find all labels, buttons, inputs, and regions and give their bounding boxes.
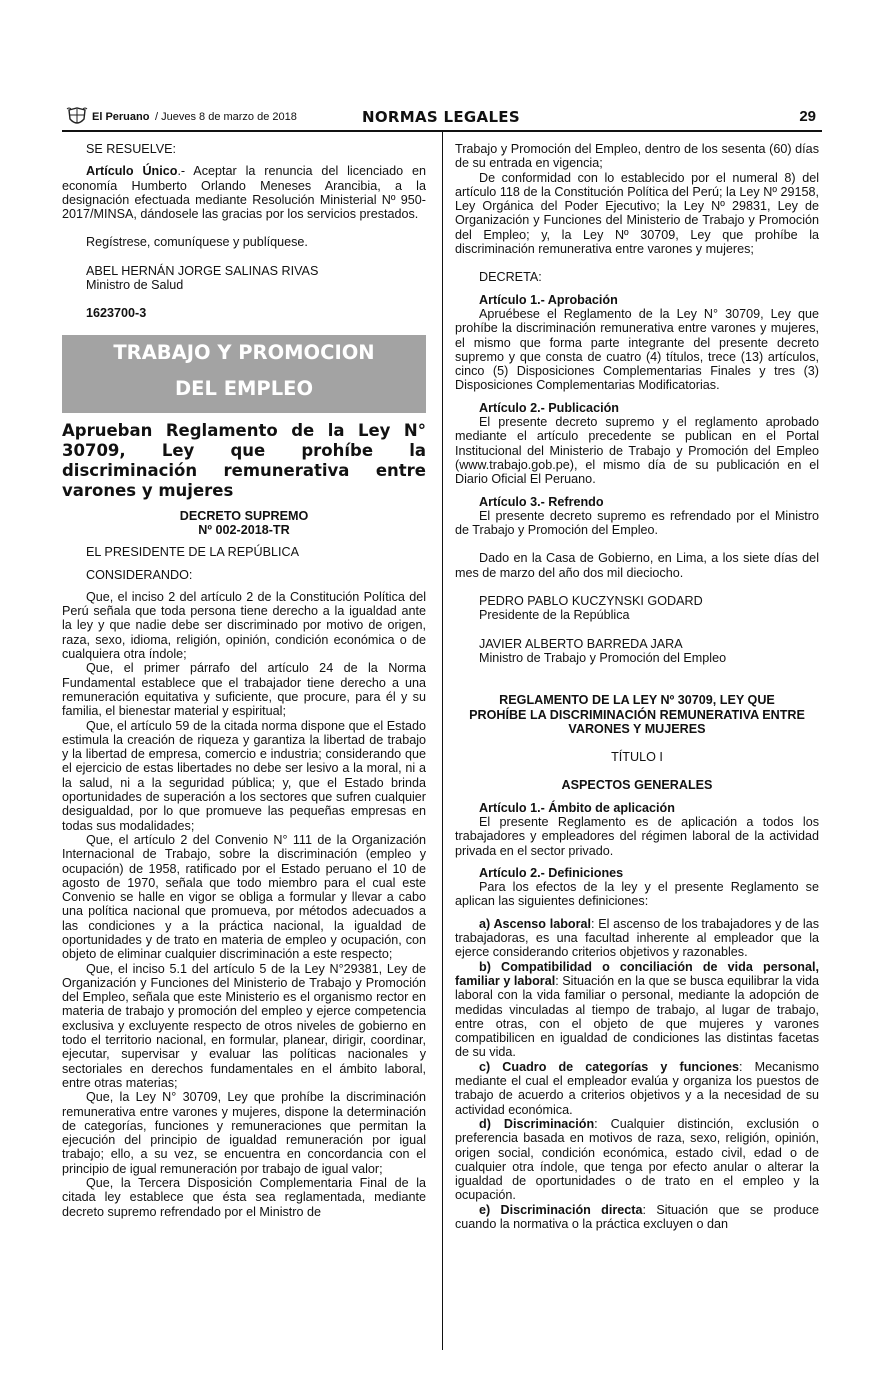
article-text: El presente Reglamento es de aplicación a todos los trabajadores y empleadores del régimen laboral de la actividad privada en el sector privado. bbox=[455, 814, 819, 858]
article-text: El presente decreto supremo y el reglamento aprobado mediante el artículo precedente se publican en el Portal Institucional del Ministerio de Trabajo y Promoción del Empleo (www.trabajo.gob.pe), el mismo día de su publicación en el Diario Oficial El Peruano. bbox=[455, 415, 819, 487]
decree-line-2: Nº 002-2018-TR bbox=[198, 522, 290, 537]
document-code: 1623700-3 bbox=[86, 306, 147, 321]
definition-text: : Situación que se produce cuando la normativa o la práctica excluyen o dan bbox=[455, 1202, 819, 1231]
titulo-heading: TÍTULO I bbox=[611, 750, 663, 765]
article-text: Para los efectos de la ley y el presente Reglamento se aplican las siguientes definiciones: bbox=[455, 880, 819, 909]
right-column bbox=[455, 142, 819, 1231]
section-title: NORMAS LEGALES bbox=[362, 108, 520, 126]
considerando-paragraph: Que, el inciso 2 del artículo 2 de la Constitución Política del Perú señala que toda persona tiene derecho a la igualdad ante la ley y que nadie debe ser discriminado por motivo de origen, raza, sexo, idioma, religión, opinión, condición económica o de cualquiera otra índole; bbox=[62, 589, 426, 662]
article-heading: Artículo 1.- Aprobación bbox=[479, 292, 618, 307]
article-heading: Artículo 3.- Refrendo bbox=[479, 494, 604, 509]
definition-item bbox=[455, 1203, 819, 1232]
publication-name: El Peruano bbox=[92, 111, 150, 123]
definition-text: : Mecanismo mediante el cual el empleador evalúa y organiza los puestos de trabajo de acuerdo a criterios objetivos y a la necesidad de su actividad económica. bbox=[455, 1059, 819, 1117]
decree-line-1: DECRETO SUPREMO bbox=[179, 508, 309, 523]
articulo-unico-label: Artículo Único bbox=[86, 164, 178, 179]
article-heading: Artículo 1.- Ámbito de aplicación bbox=[479, 800, 675, 815]
definition-text: : Cualquier distinción, exclusión o preferencia basada en motivos de raza, sexo, religión, opinión, origen social, condición económica, estado civil, edad o de cualquier otra índole, que tenga por efecto anular o alterar la igualdad de oportunidades o de trato en el empleo y la ocupación. bbox=[455, 1116, 819, 1203]
decreta-heading: DECRETA: bbox=[479, 270, 542, 285]
column-divider bbox=[442, 132, 443, 1350]
definition-term: a) Ascenso laboral bbox=[479, 916, 591, 931]
aspectos-heading: ASPECTOS GENERALES bbox=[561, 778, 713, 793]
article-heading: Artículo 2.- Publicación bbox=[479, 400, 619, 415]
definition-term: e) Discriminación directa bbox=[479, 1202, 643, 1217]
articulo-unico-text: .- Aceptar la renuncia del licenciado en economía Humberto Orlando Meneses Arancibia, a la designación efectuada mediante Resolución Ministerial Nº 950-2017/MINSA, dándosele las gracias por los servicios prestados. bbox=[62, 164, 426, 222]
dado-paragraph: Dado en la Casa de Gobierno, en Lima, a los siete días del mes de marzo del año dos mil dieciocho. bbox=[455, 551, 819, 580]
signer-title: Ministro de Salud bbox=[86, 278, 184, 293]
publication-date: / Jueves 8 de marzo de 2018 bbox=[155, 111, 297, 123]
definition-item bbox=[455, 917, 819, 960]
signer-name: JAVIER ALBERTO BARREDA JARA bbox=[479, 636, 683, 651]
left-column bbox=[62, 142, 426, 1219]
definition-term: b) Compatibilidad o conciliación de vida personal, familiar y laboral bbox=[455, 959, 819, 988]
registrese: Regístrese, comuníquese y publíquese. bbox=[86, 235, 308, 250]
article-text: Apruébese el Reglamento de la Ley N° 30709, Ley que prohíbe la discriminación remunerativa entre varones y mujeres, el mismo que forma parte integrante del presente decreto supremo y que consta de cuatro (4) títulos, trece (13) artículos, cinco (5) Disposiciones Complementarias Finales y tres (3) Disposiciones Complementarias Modificatorias. bbox=[455, 306, 819, 393]
banner-line-1: TRABAJO Y PROMOCION bbox=[113, 340, 375, 364]
considerando-paragraph: Que, el primer párrafo del artículo 24 de la Norma Fundamental establece que el trabajador tiene derecho a una remuneración equitativa y suficiente, que procure, para él y su familia, el bienestar material y espiritual; bbox=[62, 661, 426, 719]
definition-text: : El ascenso de los trabajadores y de las trabajadoras, es una facultad inherente al empleador que la ejerce considerando criterios objetivos y razonables. bbox=[455, 916, 819, 960]
articulo-unico bbox=[62, 164, 426, 221]
presidente-heading: EL PRESIDENTE DE LA REPÚBLICA bbox=[86, 545, 299, 560]
reglamento-title: REGLAMENTO DE LA LEY Nº 30709, LEY QUE PROHÍBE LA DISCRIMINACIÓN REMUNERATIVA ENTRE VARONES Y MUJERES bbox=[469, 693, 805, 736]
conformidad-paragraph: De conformidad con lo establecido por el numeral 8) del artículo 118 de la Constitución Política del Perú; la Ley Nº 29158, Ley Orgánica del Poder Ejecutivo; la Ley Nº 29831, Ley de Organización y Funciones del Ministerio de Trabajo y Promoción del Empleo; y, la Ley Nº 30709, Ley que prohíbe la discriminación remunerativa entre varones y mujeres; bbox=[455, 170, 819, 257]
considerando-paragraph: Que, la Tercera Disposición Complementaria Final de la citada ley establece que ésta sea reglamentada, mediante decreto supremo refrendado por el Ministro de bbox=[62, 1176, 426, 1219]
signer-title: Presidente de la República bbox=[479, 608, 630, 623]
page-header bbox=[62, 106, 822, 130]
peru-coat-of-arms-icon bbox=[66, 106, 88, 128]
signer-name: ABEL HERNÁN JORGE SALINAS RIVAS bbox=[86, 263, 319, 278]
considerando-paragraph: Que, el artículo 59 de la citada norma dispone que el Estado estimula la creación de riqueza y garantiza la libertad de trabajo y la libertad de empresa, comercio e industria; considerando que el ejercicio de estas libertades no debe ser lesivo a la moral, ni a la salud, ni a la seguridad pública; y, que el Estado brinda oportunidades de superación a los sectores que sufren cualquier desigualdad, por lo que promueve las pequeñas empresas en todas sus modalidades; bbox=[62, 718, 426, 833]
considerando-paragraph: Que, el inciso 5.1 del artículo 5 de la Ley N°29381, Ley de Organización y Funciones del Ministerio de Trabajo y Promoción del Empleo, señala que este Ministerio es el organismo rector en materia de trabajo y promoción del empleo y ejerce competencia exclusiva y excluyente respecto de otros niveles de gobierno en todo el territorio nacional, en formular, planear, dirigir, coordinar, ejecutar, supervisar y evaluar las políticas nacionales y sectoriales en derechos fundamentales en el ámbito laboral, entre otras materias; bbox=[62, 961, 426, 1090]
definition-term: d) Discriminación bbox=[479, 1116, 595, 1131]
page-number: 29 bbox=[799, 108, 816, 125]
article-text: El presente decreto supremo es refrendado por el Ministro de Trabajo y Promoción del Empleo. bbox=[455, 508, 819, 538]
continued-paragraph: Trabajo y Promoción del Empleo, dentro de los sesenta (60) días de su entrada en vigencia; bbox=[455, 142, 819, 171]
resolution-title: Aprueban Reglamento de la Ley N° 30709, Ley que prohíbe la discriminación remunerativa entre varones y mujeres bbox=[62, 420, 426, 500]
definition-text: : Situación en la que se busca equilibrar la vida laboral con la vida familiar o personal, mediante la adopción de medidas vinculadas al tiempo de trabajo, al lugar de trabajo, entre otras, con el objeto de que mujeres y varones compatibilicen en igualdad de condiciones las distintas facetas de su vida. bbox=[455, 973, 820, 1060]
considerando-paragraph: Que, la Ley N° 30709, Ley que prohíbe la discriminación remunerativa entre varones y mujeres, dispone la determinación de categorías, funciones y remuneraciones que permitan la ejecución del principio de igualdad remuneración por igual trabajo; ello, a su vez, se encuentra en concordancia con el principio de igual remuneración por trabajo de igual valor; bbox=[62, 1090, 426, 1176]
article-heading: Artículo 2.- Definiciones bbox=[479, 865, 624, 880]
definition-item bbox=[455, 1117, 819, 1203]
definition-item bbox=[455, 1060, 819, 1117]
signer-name: PEDRO PABLO KUCZYNSKI GODARD bbox=[479, 594, 703, 609]
considerando-heading: CONSIDERANDO: bbox=[86, 567, 193, 582]
definition-item bbox=[455, 960, 819, 1060]
definition-term: c) Cuadro de categorías y funciones bbox=[479, 1059, 739, 1074]
considerando-paragraph: Que, el artículo 2 del Convenio N° 111 de la Organización Internacional de Trabajo, sobre la discriminación (empleo y ocupación) de 1958, ratificado por el Estado peruano el 10 de agosto de 1970, señala que todo miembro para el cual este Convenio se halle en vigor se obliga a formular y llevar a cabo una política nacional que promueva, por métodos adecuados a las condiciones y a la práctica nacional, la igualdad de oportunidades y de trato en materia de empleo y ocupación, con objeto de eliminar cualquier discriminación a este respecto; bbox=[62, 832, 426, 962]
section-banner bbox=[62, 335, 426, 413]
se-resuelve: SE RESUELVE: bbox=[86, 142, 177, 156]
banner-line-2: DEL EMPLEO bbox=[174, 376, 314, 400]
signer-title: Ministro de Trabajo y Promoción del Empleo bbox=[479, 650, 727, 665]
